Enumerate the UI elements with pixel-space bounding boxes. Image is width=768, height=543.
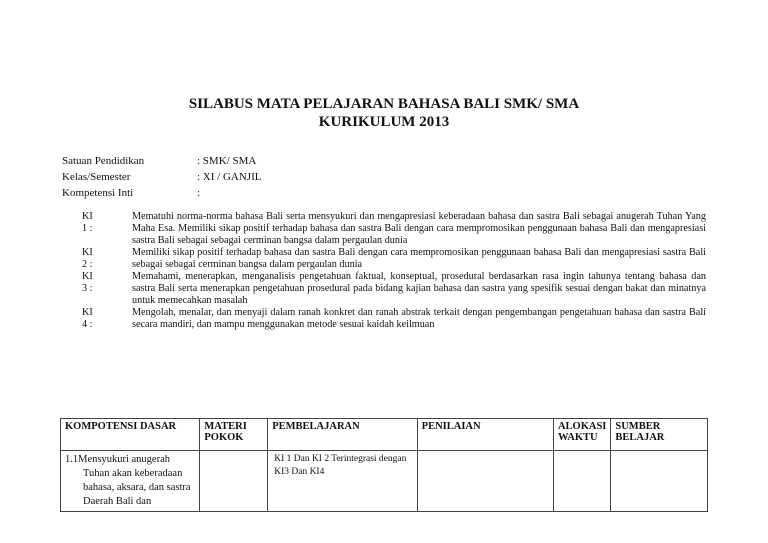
cell-penilaian xyxy=(417,451,553,512)
meta-label: Kompetensi Inti xyxy=(62,187,134,199)
kd-text: Tuhan akan keberadaan bahasa, aksara, dan sastra Daerah Bali dan xyxy=(83,468,191,507)
header-sumber-belajar: SUMBER BELAJAR xyxy=(611,419,708,451)
table-row xyxy=(61,451,708,512)
cell-kompetensi-dasar xyxy=(61,451,200,512)
meta-value: : xyxy=(197,187,201,199)
cell-materi-pokok xyxy=(200,451,268,512)
ki-label: KI 2 : xyxy=(82,247,93,271)
ki-text: Mematuhi norma-norma bahasa Bali serta mensyukuri dan mengapresiasi keberadaan bahasa dan sastra Bali sebagai anugerah Tuhan Yang Maha Esa. Memiliki sikap positif terhadap bahasa dan sastra Bali dengan cara mempromosikan penggunaan bahasa Bali dan mengapresiasi sastra Bali sebagai sebagai cerminan bangsa dalam pergaulan dunia xyxy=(132,211,706,247)
ki-text: Mengolah, menalar, dan menyaji dalam ranah konkret dan ranah abstrak terkait dengan pengembangan pengetahuan bahasa dan sastra Bali secara mandiri, dan mampu menggunakan metode sesuai kaidah keilmuan xyxy=(132,307,706,331)
ki-label: KI 1 : xyxy=(82,211,93,235)
meta-label: Kelas/Semester xyxy=(62,171,131,183)
cell-sumber-belajar xyxy=(611,451,708,512)
ki-label: KI 4 : xyxy=(82,307,93,331)
kd-number-text: 1.1Mensyukuri anugerah xyxy=(65,454,170,465)
header-kompetensi-dasar: KOMPOTENSI DASAR xyxy=(61,419,200,451)
table-header-row xyxy=(61,419,708,451)
ki-label: KI 3 : xyxy=(82,271,93,295)
meta-value: : XI / GANJIL xyxy=(197,171,262,183)
meta-label: Satuan Pendidikan xyxy=(62,155,145,167)
header-pembelajaran: PEMBELAJARAN xyxy=(268,419,417,451)
document-title: SILABUS MATA PELAJARAN BAHASA BALI SMK/ SMA xyxy=(188,96,580,112)
document-subtitle: KURIKULUM 2013 xyxy=(318,114,450,130)
header-alokasi-waktu: ALOKASI WAKTU xyxy=(553,419,610,451)
meta-value: : SMK/ SMA xyxy=(197,155,257,167)
ki-text: Memiliki sikap positif terhadap bahasa dan sastra Bali dengan cara mempromosikan penggunaan bahasa Bali dan mengapresiasi sastra Bali sebagai sebagai cerminan bangsa dalam pergaulan dunia xyxy=(132,247,706,271)
syllabus-table xyxy=(60,418,708,512)
header-penilaian: PENILAIAN xyxy=(417,419,553,451)
ki-text: Memahami, menerapkan, menganalisis pengetahuan faktual, konseptual, prosedural berdasarkan rasa ingin tahunya tentang bahasa dan sastra Bali serta menerapkan pengetahuan prosedural pada bidang kajian bahasa dan sastra yang spesifik sesuai dengan bakat dan minatnya untuk memecahkan masalah xyxy=(132,271,706,307)
cell-alokasi-waktu xyxy=(553,451,610,512)
cell-pembelajaran: KI 1 Dan KI 2 Terintegrasi dengan KI3 Dan KI4 xyxy=(268,451,417,512)
header-materi-pokok: MATERI POKOK xyxy=(200,419,268,451)
